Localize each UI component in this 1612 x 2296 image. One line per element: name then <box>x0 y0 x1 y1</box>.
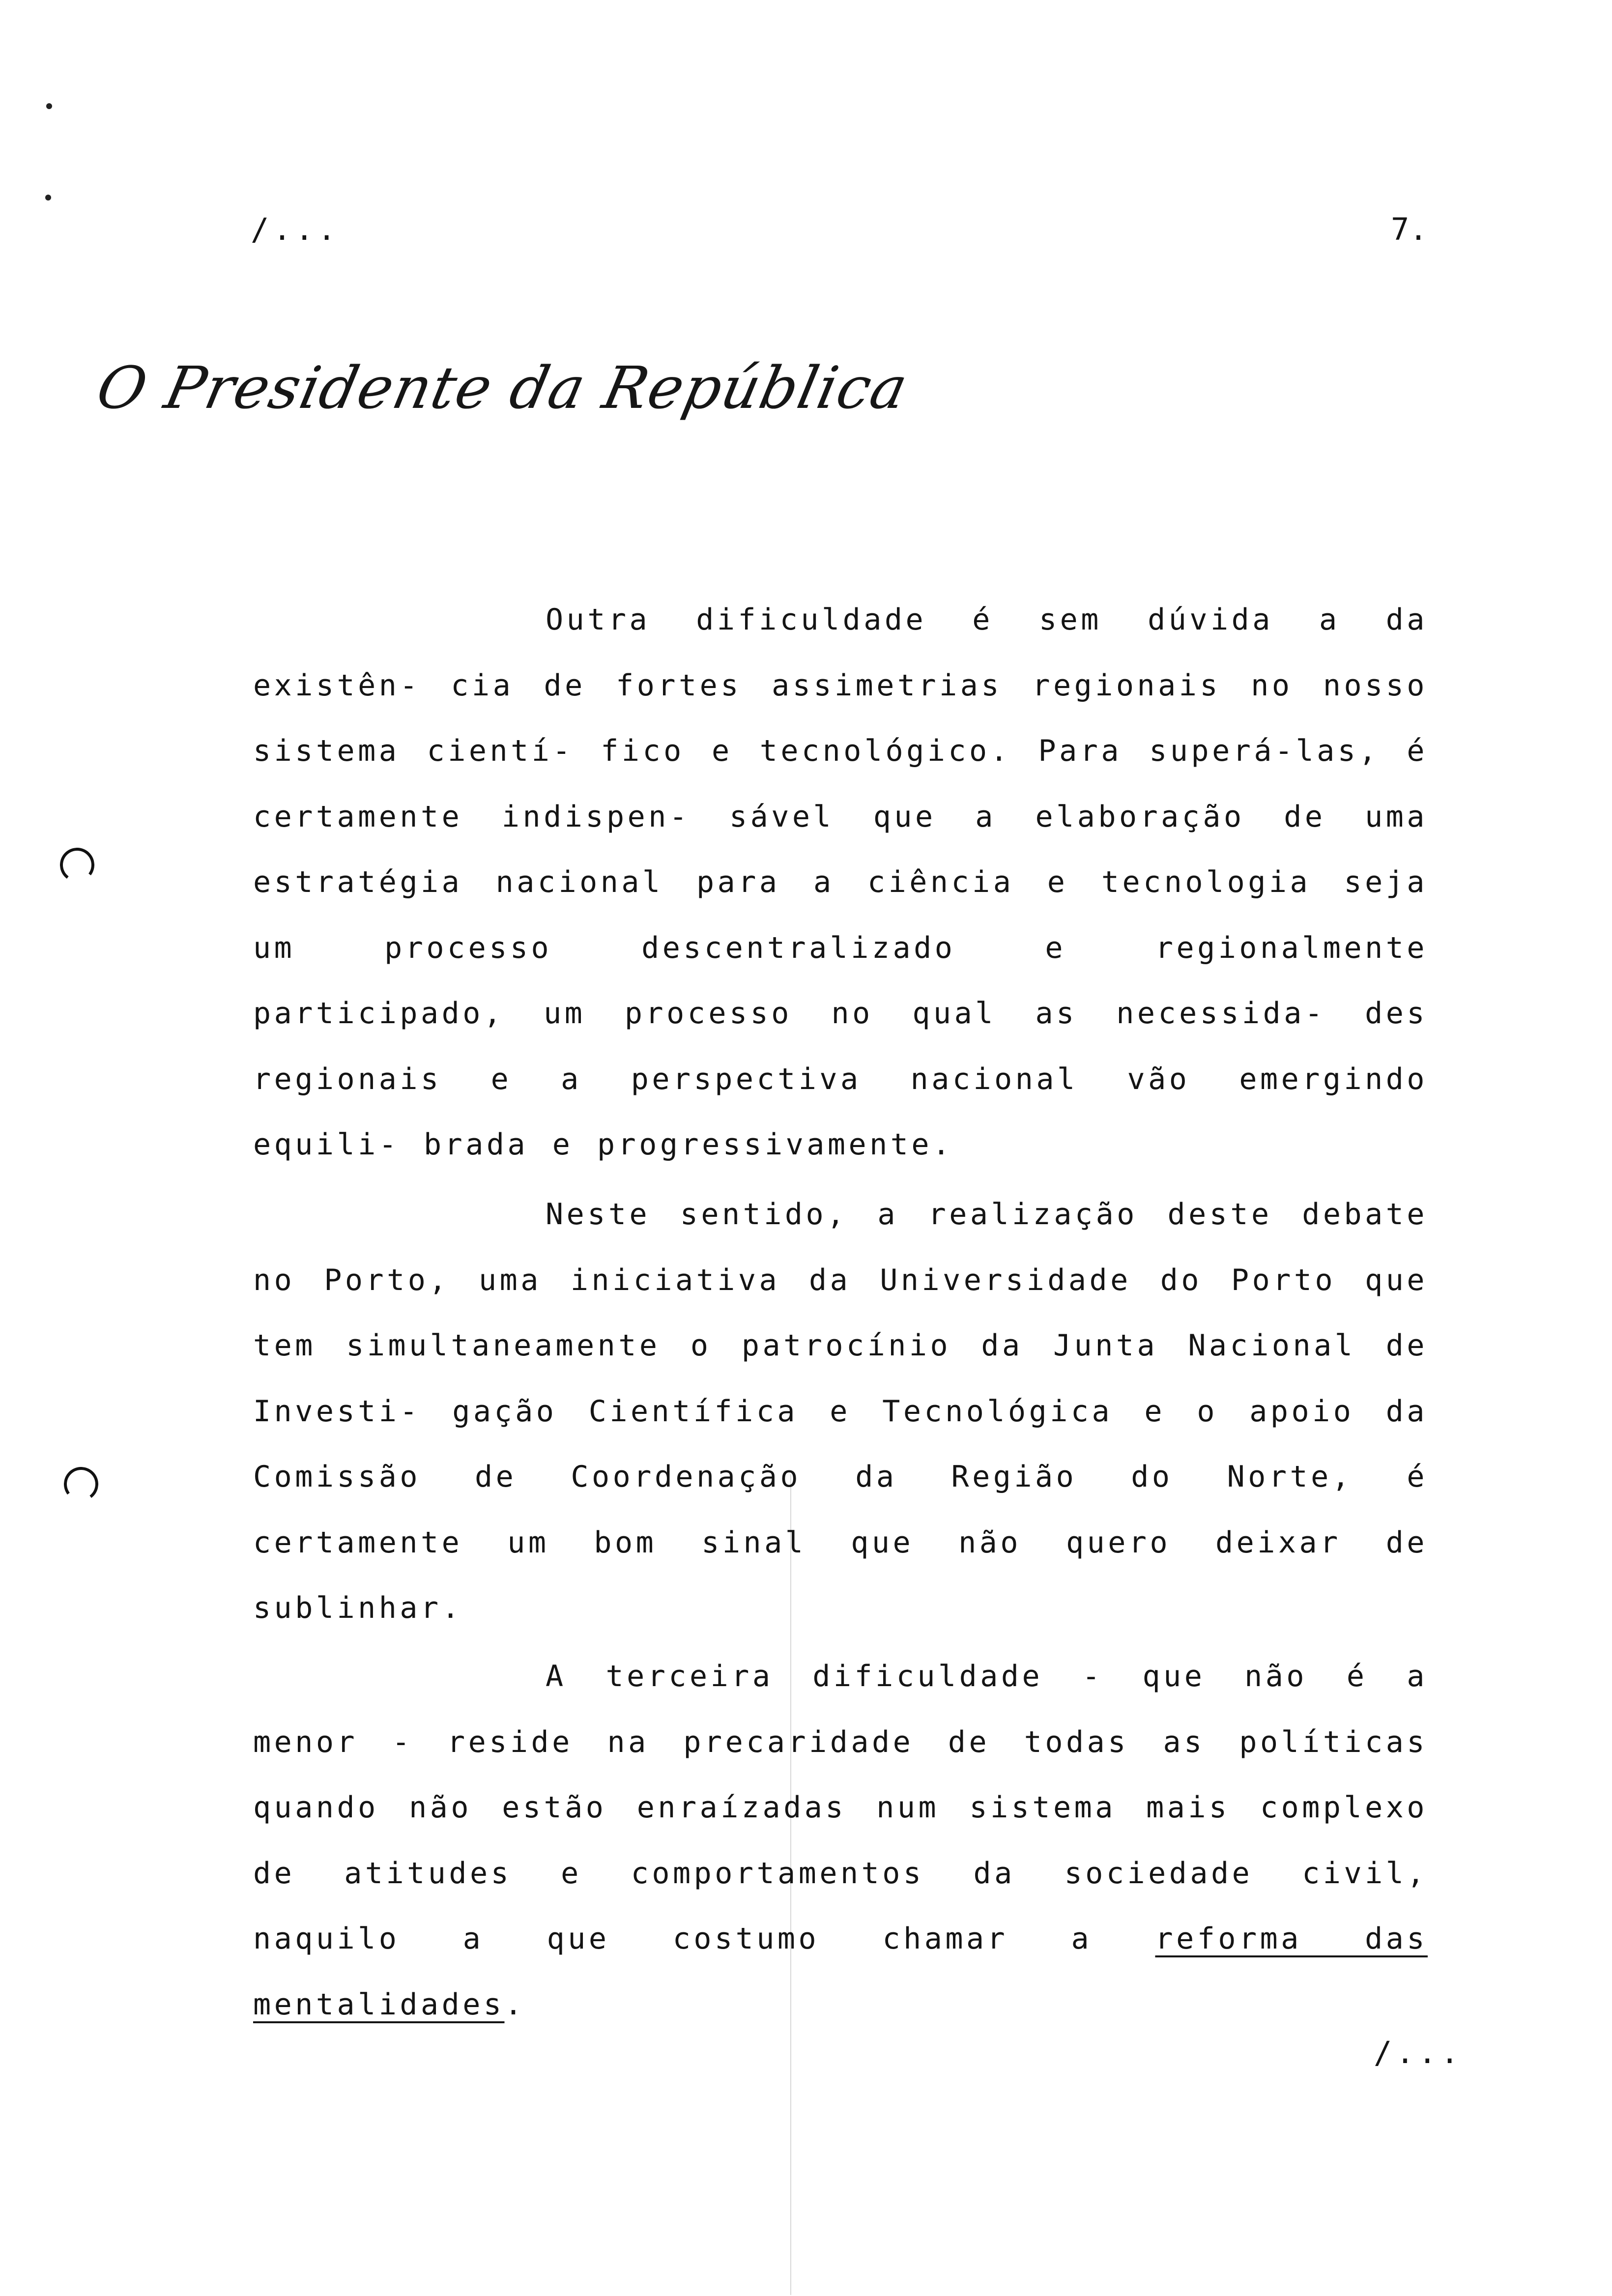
paragraph-2 <box>253 1182 1428 1641</box>
page-number: 7. <box>1391 211 1428 247</box>
footer-continuation-mark: /... <box>1374 2035 1463 2070</box>
paragraph-1 <box>253 587 1428 1178</box>
paragraph-2-body: no Porto, uma iniciativa da Universidade do Porto que tem simultaneamente o patrocínio da Junta Nacional de Investi- gação Científica e Tecnológica e o apoio da Comissão de Coordenação da Região do Norte, é certamente um bom sinal que não quero deixar de sublinhar. <box>253 1263 1428 1625</box>
header-continuation-mark: /... <box>251 211 340 247</box>
binder-hole-mark <box>58 845 96 884</box>
scan-speck <box>45 195 51 201</box>
paragraph-1-lead: Outra dificuldade é sem dúvida a da existên- <box>253 603 1428 703</box>
paragraph-1-body: cia de fortes assimetrias regionais no nosso sistema cientí- fico e tecnológico. Para superá-las, é certamente indispen- sável que a elaboração de uma estratégia nacional para a ciência e tecnologia seja um processo descentralizado e regionalmente participado, um processo no qual as necessida- des regionais e a perspectiva nacional vão emergindo equili- brada e progressivamente. <box>253 668 1428 1162</box>
paragraph-3-end: . <box>504 1987 526 2022</box>
binder-hole-mark <box>61 1464 100 1503</box>
scan-speck <box>46 103 52 109</box>
paragraph-3-body: - reside na precaridade de todas as políticas quando não estão enraízadas num sistema mais complexo de atitudes e comportamentos da sociedade civil, naquilo a que costumo chamar a <box>253 1724 1428 1956</box>
paragraph-3 <box>253 1644 1428 2038</box>
letterhead-title: O Presidente da República <box>91 354 915 422</box>
paragraph-2-lead: Neste sentido, a realização deste debate <box>546 1197 1428 1232</box>
underlined-phrase: reforma das mentalidades <box>253 1922 1428 2022</box>
paragraph-3-lead: A terceira dificuldade - que não é a menor <box>253 1659 1428 1759</box>
